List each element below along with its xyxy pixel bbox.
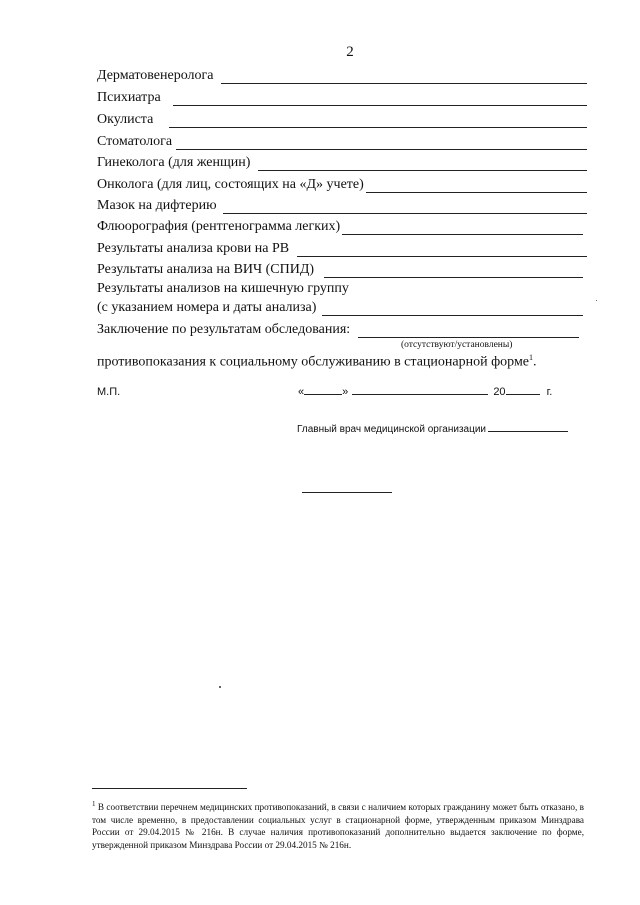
signature-blank[interactable] [488,431,568,432]
field-label: Результаты анализа крови на РВ [97,241,290,256]
field-row-oncologist [97,173,587,193]
field-blank[interactable] [221,71,587,84]
footnote-marker: 1 [529,353,534,362]
month-blank[interactable] [352,394,488,395]
date-line: « » 20 г. [298,386,553,398]
scan-speck [596,300,597,301]
page-number: 2 [346,44,354,60]
field-blank[interactable] [258,158,587,171]
field-label: Психиатра [97,90,161,105]
field-label: Окулиста [97,112,154,127]
footnote-number: 1 [92,800,96,808]
footnote [92,798,584,851]
signature-label: Главный врач медицинской организации [297,424,486,435]
field-label: Онколога (для лиц, состоящих на «Д» учете) [97,177,364,192]
field-row-blood-rw [97,237,587,257]
field-row-diphtheria-smear [97,194,587,214]
footnote-rule [92,788,247,789]
field-blank[interactable] [342,222,583,235]
footnote-text: В соответствии перечнем медицинских противопоказаний, в связи с наличием которых гражданину может быть отказано, в том числе временно, в предоставлении социальных услуг в стационарной форме, утвержденным приказом Минздрава России от 29.04.2015 № 216н. В случае наличия противопоказаний дополнительно выдается заключение по форме, утвержденной приказом Минздрава России от 29.04.2015 № 216н. [92,802,584,850]
field-label: Флюорография (рентгенограмма легких) [97,219,341,234]
conclusion-hint: (отсутствуют/установлены) [401,340,513,350]
analysis-note: (с указанием номера и даты анализа) [97,300,317,315]
contraindications-text: противопоказания к социальному обслуживанию в стационарной форме$^1$. [97,353,537,370]
field-label: Гинеколога (для женщин) [97,155,251,170]
field-blank[interactable] [176,137,587,150]
field-blank[interactable] [297,244,587,257]
signature-row [297,424,568,435]
field-row-fluorography [97,215,583,235]
scan-speck [219,686,221,688]
field-label: Мазок на дифтерию [97,198,217,213]
field-label-intestinal: Результаты анализов на кишечную группу [97,281,349,296]
field-row-oculist [97,108,587,128]
field-blank[interactable] [324,265,583,278]
field-blank[interactable] [366,180,587,193]
field-blank[interactable] [223,201,587,214]
stamp-label: М.П. [97,386,121,398]
conclusion-row [97,318,579,338]
conclusion-blank[interactable] [358,325,579,338]
year-blank[interactable] [506,394,540,395]
conclusion-label: Заключение по результатам обследования: [97,322,351,337]
field-label: Стоматолога [97,134,173,149]
field-row-psychiatrist [97,86,587,106]
field-row-analysis-note [97,296,583,316]
field-row-gynecologist [97,151,587,171]
field-blank[interactable] [322,303,583,316]
signature-name-line [302,492,392,493]
field-label: Результаты анализа на ВИЧ (СПИД) [97,262,315,277]
field-blank[interactable] [169,115,587,128]
field-row-dentist [97,130,587,150]
day-blank[interactable] [304,394,342,395]
field-blank[interactable] [173,93,587,106]
field-label: Дерматовенеролога [97,68,214,83]
field-row-dermatovenerologist [97,64,587,84]
field-row-hiv [97,258,583,278]
